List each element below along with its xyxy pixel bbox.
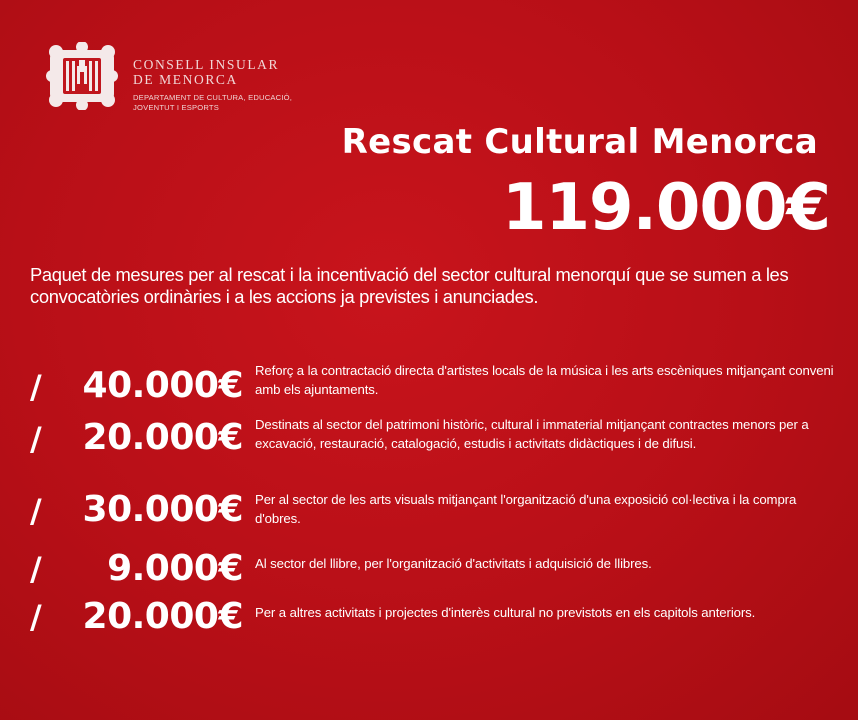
item-amount: 9.000€ (107, 548, 243, 589)
item-slash: / (30, 492, 42, 530)
item-slash: / (30, 420, 42, 458)
total-amount: 119.000€ (501, 171, 830, 245)
organization-name-line2: DE MENORCA (133, 72, 238, 87)
item-slash: / (30, 368, 42, 406)
organization-name (133, 57, 279, 87)
item-description: Destinats al sector del patrimoni històric, cultural i immaterial mitjançant contractes menors per a excavació, restauració, catalogació, estudis i activitats didàctiques i de difusi. (255, 417, 809, 451)
intro-paragraph: Paquet de mesures per al rescat i la incentivació del sector cultural menorquí que se sumen a les convocatòries ordinàries i a les accions ja previstes i anunciades. (30, 264, 789, 307)
organization-name-line1: CONSELL INSULAR (133, 57, 280, 72)
department-name-line1: DEPARTAMENT DE CULTURA, EDUCACIÓ, (133, 93, 293, 102)
item-amount: 20.000€ (82, 417, 243, 458)
item-description: Al sector del llibre, per l'organització d'activitats i adquisició de llibres. (255, 556, 652, 571)
item-amount: 40.000€ (82, 365, 243, 406)
page-title: Rescat Cultural Menorca (341, 122, 818, 162)
department-name (133, 93, 323, 113)
department-name-line2: JOVENTUT I ESPORTS (133, 103, 220, 112)
coat-of-arms-logo (46, 42, 118, 110)
item-description: Per a altres activitats i projectes d'interès cultural no previstots en els capitols anteriors. (255, 605, 756, 620)
item-amount: 20.000€ (82, 596, 243, 637)
item-description: Reforç a la contractació directa d'artistes locals de la música i les arts escèniques mitjançant conveni amb els ajuntaments. (255, 363, 834, 397)
item-description: Per al sector de les arts visuals mitjançant l'organització d'una exposició col·lectiva i la compra d'obres. (255, 492, 797, 526)
item-amount: 30.000€ (82, 489, 243, 530)
item-slash: / (30, 598, 42, 636)
item-slash: / (30, 550, 42, 588)
